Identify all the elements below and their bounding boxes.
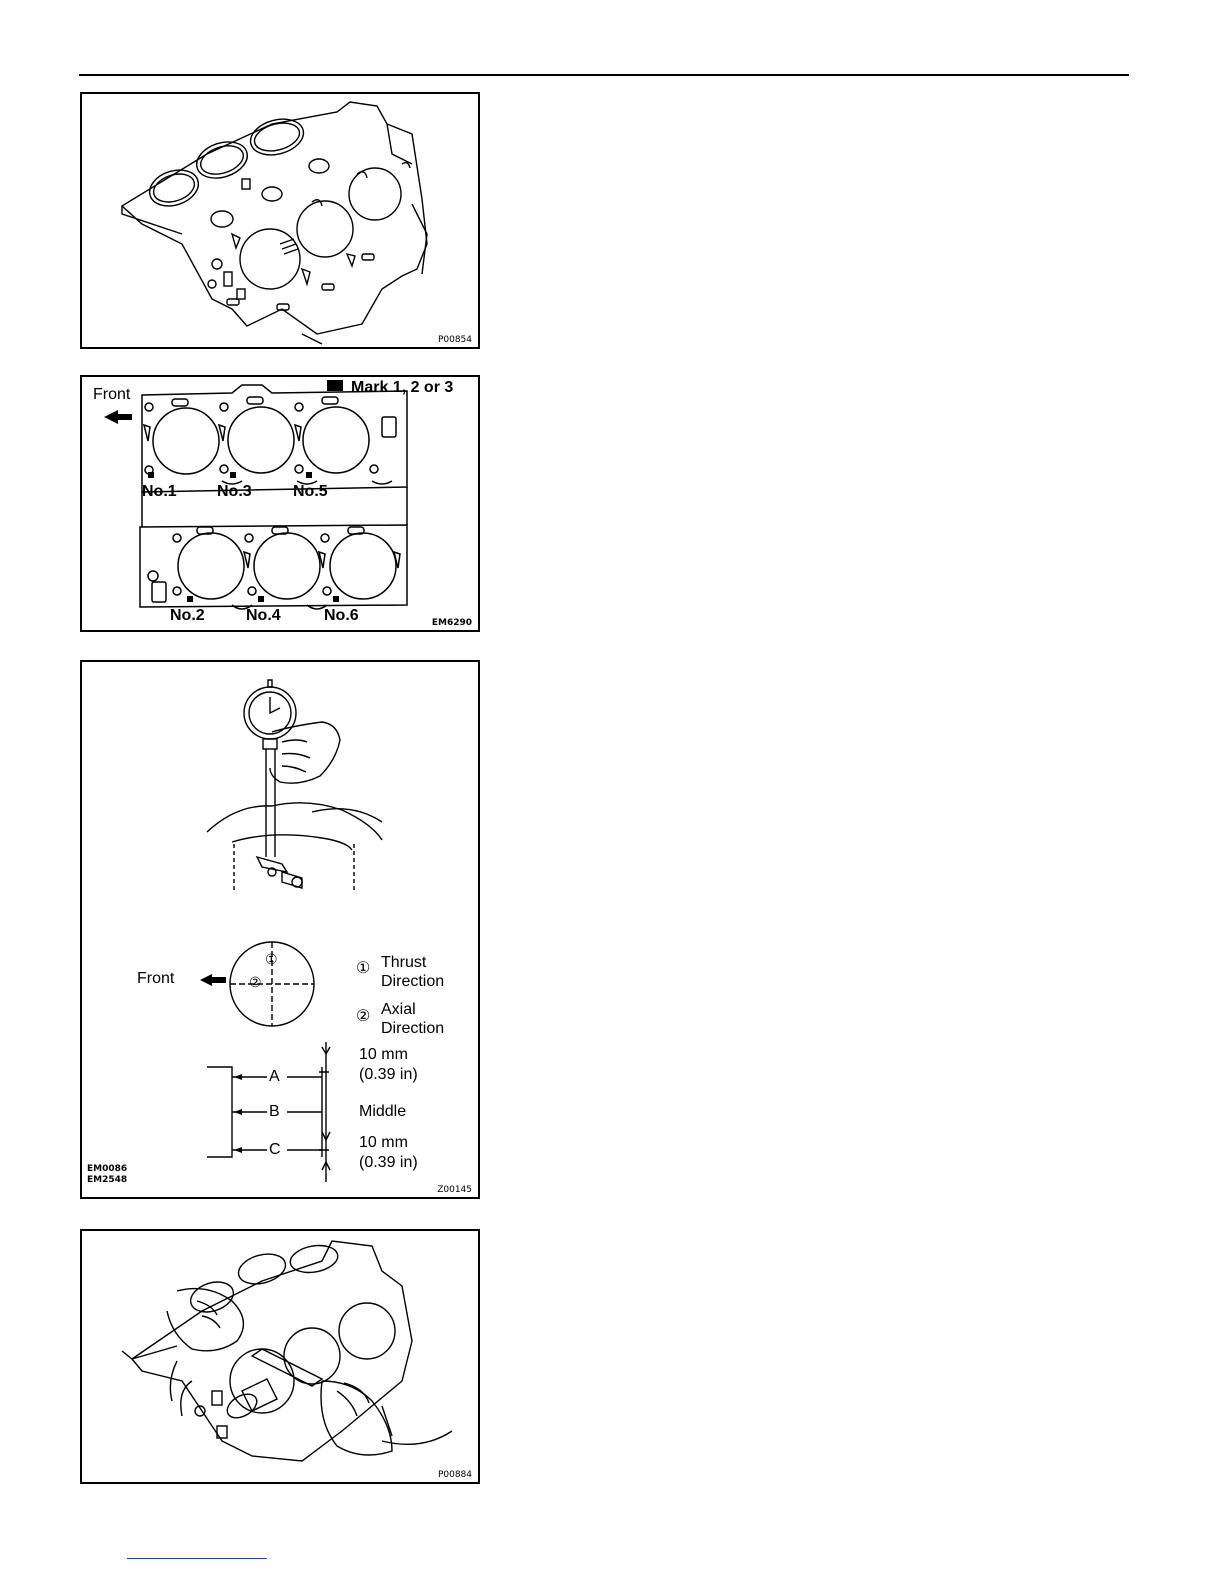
- header-rule: [79, 74, 1129, 76]
- figure-code: P00884: [437, 1470, 472, 1480]
- front-arrow-icon: [104, 410, 132, 424]
- figure-bore-inspection: [80, 1229, 480, 1484]
- figure-code: P00854: [437, 335, 472, 345]
- position-a-label: A: [269, 1068, 280, 1085]
- cylinder-marks-illustration: [82, 377, 478, 630]
- thrust-marker: ①: [265, 951, 278, 967]
- figure-cylinder-marks: [80, 375, 480, 632]
- figure-bore-measurement: [80, 660, 480, 1199]
- reference-code-1: EM0086: [87, 1164, 128, 1174]
- dimension-top-label-1: 10 mm: [359, 1046, 408, 1063]
- dimension-top-label-2: (0.39 in): [359, 1066, 418, 1083]
- cylinder-label-no6: No.6: [324, 607, 359, 624]
- dimension-middle-label: Middle: [359, 1103, 407, 1120]
- front-label: Front: [93, 386, 131, 403]
- cylinder-label-no1: No.1: [142, 483, 177, 500]
- cylinder-label-no3: No.3: [217, 483, 252, 500]
- thrust-direction-label-1: Thrust: [381, 954, 427, 971]
- mark-legend-swatch-icon: [327, 380, 343, 391]
- axial-direction-label-2: Direction: [381, 1020, 445, 1037]
- thrust-direction-label-2: Direction: [381, 973, 445, 990]
- cylinder-block-illustration: [82, 94, 478, 347]
- figure-code: EM6290: [431, 618, 472, 628]
- dimension-bottom-label-1: 10 mm: [359, 1134, 408, 1151]
- cylinder-label-no4: No.4: [246, 607, 281, 624]
- bore-gauge-illustration: [82, 662, 478, 1197]
- position-c-label: C: [269, 1141, 281, 1158]
- bore-inspection-illustration: [82, 1231, 478, 1482]
- axial-direction-label-1: Axial: [381, 1001, 416, 1018]
- axial-marker: ②: [249, 974, 262, 990]
- thrust-symbol: ①: [356, 960, 371, 977]
- position-b-label: B: [269, 1103, 280, 1120]
- axial-symbol: ②: [356, 1008, 371, 1025]
- reference-code-2: EM2548: [87, 1175, 128, 1185]
- cylinder-label-no5: No.5: [293, 483, 328, 500]
- front-label: Front: [137, 970, 175, 987]
- front-arrow-icon: [200, 974, 226, 986]
- mark-legend-label: Mark 1, 2 or 3: [351, 379, 454, 396]
- footer-link-underline[interactable]: [127, 1558, 267, 1559]
- dimension-bottom-label-2: (0.39 in): [359, 1154, 418, 1171]
- figure-cylinder-block: [80, 92, 480, 349]
- figure-code: Z00145: [437, 1185, 472, 1195]
- cylinder-label-no2: No.2: [170, 607, 205, 624]
